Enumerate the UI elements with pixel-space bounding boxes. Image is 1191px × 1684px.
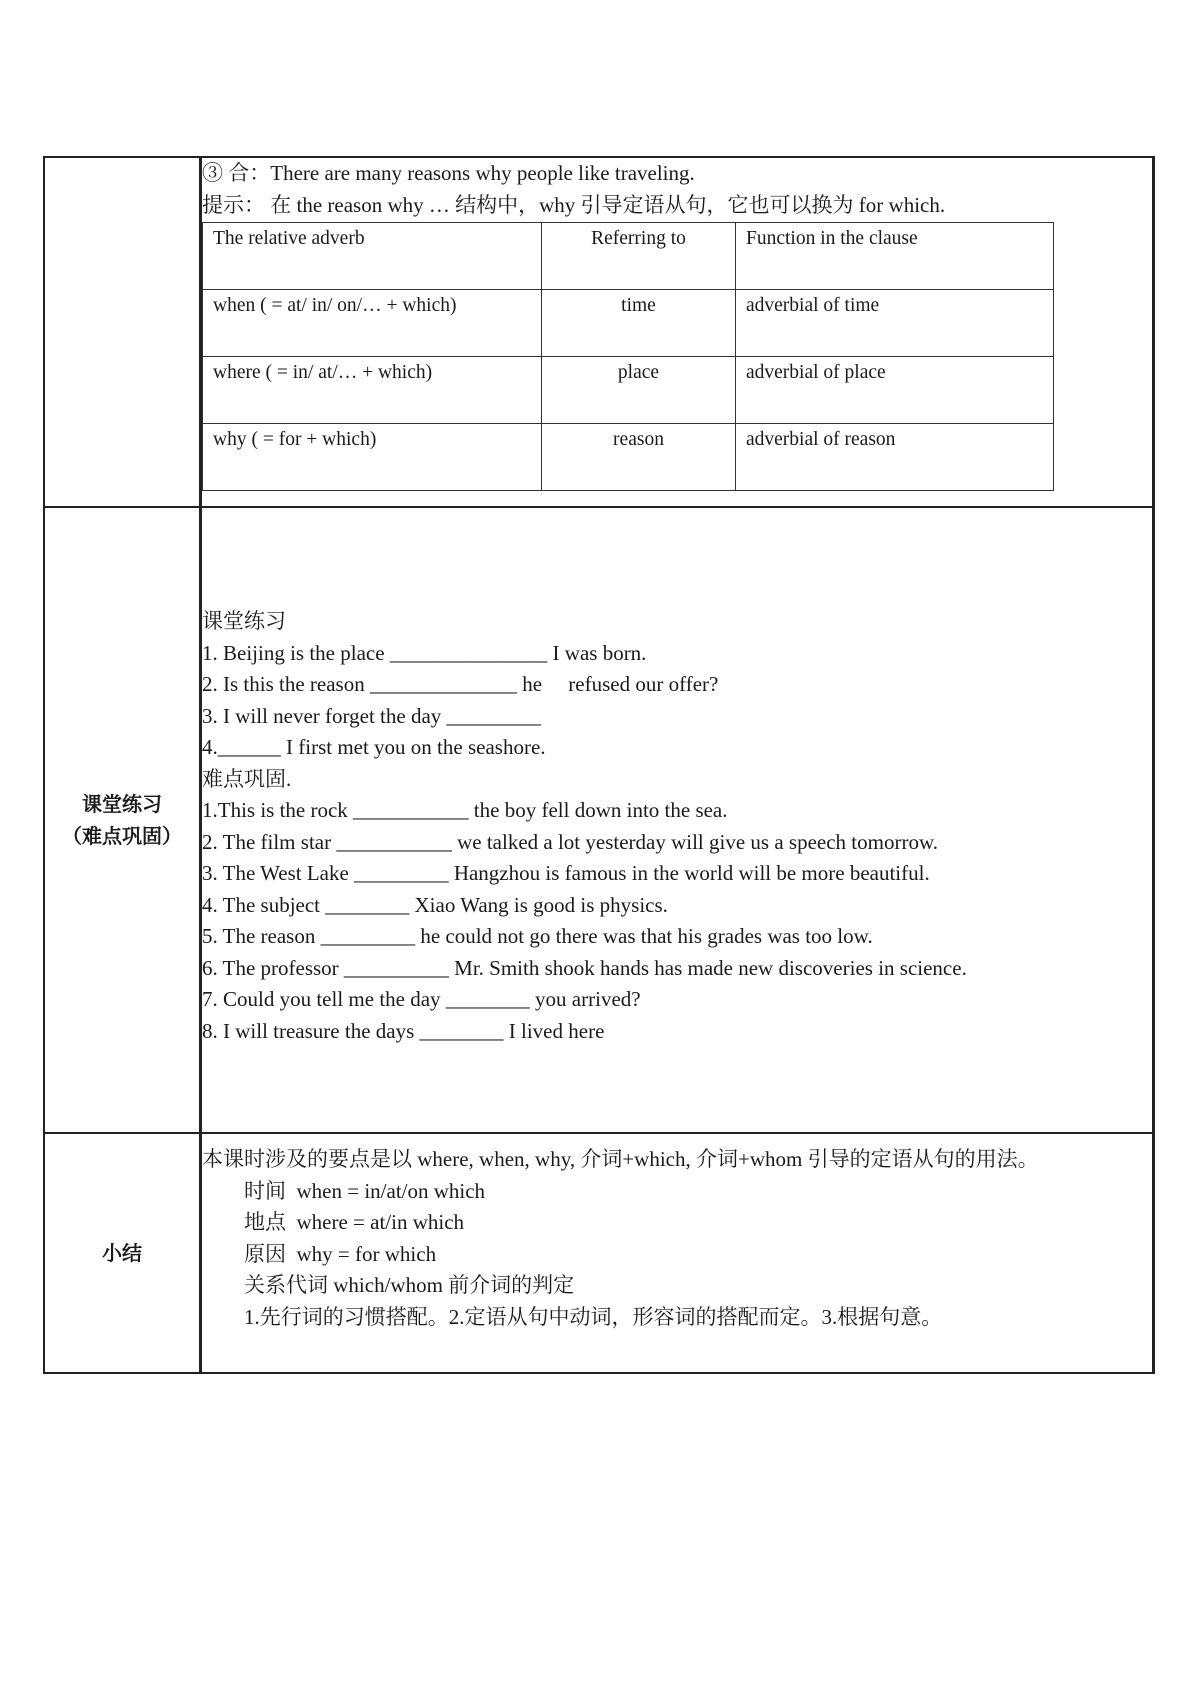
table-cell: adverbial of reason (736, 424, 1054, 491)
summary-point: 原因 why = for which (244, 1241, 437, 1266)
exercise-line: 4. The subject ________ Xiao Wang is good is physics. (202, 892, 668, 917)
table-cell: time (542, 290, 736, 357)
section-exercises (44, 507, 1154, 1133)
exercise-line: 2. The film star ___________ we talked a lot yesterday will give us a speech tomorrow. (202, 829, 938, 854)
lesson-table (43, 156, 1155, 1374)
exercises-content (201, 507, 1154, 1133)
summary-point: 1.先行词的习惯搭配。2.定语从句中动词，形容词的搭配而定。3.根据句意。 (244, 1304, 943, 1329)
empty-label-cell (44, 157, 201, 507)
summary-point: 关系代词 which/whom 前介词的判定 (244, 1273, 575, 1297)
exercises-label (44, 507, 201, 1133)
example-sentence: ③ 合：There are many reasons why people like traveling. (202, 161, 695, 185)
table-cell: place (542, 357, 736, 424)
table-header-row (203, 223, 1054, 290)
section-summary (44, 1133, 1154, 1373)
relative-adverbs-content (201, 157, 1154, 507)
header-cell: Referring to (542, 223, 736, 290)
table-row (203, 290, 1054, 357)
summary-intro: 本课时涉及的要点是以 where, when, why, 介词+which, 介词+whom 引导的定语从句的用法。 (202, 1147, 1039, 1171)
label-line: 课堂练习 (82, 792, 162, 816)
header-cell: Function in the clause (736, 223, 1054, 290)
table-cell: reason (542, 424, 736, 491)
summary-point: 地点 where = at/in which (244, 1210, 465, 1234)
exercise-line: 2. Is this the reason ______________ he refused our offer? (202, 672, 719, 696)
header-cell: The relative adverb (203, 223, 542, 290)
hint-text: 提示： 在 the reason why … 结构中，why 引导定语从句，它也可以换为 for which. (202, 192, 946, 217)
exercise-line: 3. I will never forget the day _________ (202, 703, 542, 728)
table-cell: adverbial of place (736, 357, 1054, 424)
exercise-line: 5. The reason _________ he could not go there was that his grades was too low. (202, 924, 873, 948)
section-relative-adverbs (44, 157, 1154, 507)
label-line: （难点巩固） (62, 824, 182, 848)
exercise-line: 6. The professor __________ Mr. Smith shook hands has made new discoveries in science. (202, 955, 967, 980)
exercise-line: 3. The West Lake _________ Hangzhou is famous in the world will be more beautiful. (202, 861, 930, 885)
exercise-heading: 课堂练习 (202, 609, 286, 633)
table-row (203, 424, 1054, 491)
exercise-line: 4.______ I first met you on the seashore. (202, 735, 546, 759)
table-cell: why ( = for + which) (203, 424, 542, 491)
table-row (203, 357, 1054, 424)
exercise-line: 7. Could you tell me the day ________ you arrived? (202, 987, 641, 1011)
table-cell: when ( = at/ in/ on/… + which) (203, 290, 542, 357)
exercise-heading: 难点巩固. (202, 766, 292, 791)
exercise-line: 8. I will treasure the days ________ I lived here (202, 1018, 605, 1043)
exercise-line: 1.This is the rock ___________ the boy fell down into the sea. (202, 798, 728, 822)
summary-label: 小结 (44, 1133, 201, 1373)
summary-content (201, 1133, 1154, 1373)
relative-adverb-table (202, 222, 1054, 491)
summary-point: 时间 when = in/at/on which (244, 1178, 486, 1203)
table-cell: adverbial of time (736, 290, 1054, 357)
table-cell: where ( = in/ at/… + which) (203, 357, 542, 424)
exercise-line: 1. Beijing is the place _______________ I was born. (202, 640, 647, 665)
